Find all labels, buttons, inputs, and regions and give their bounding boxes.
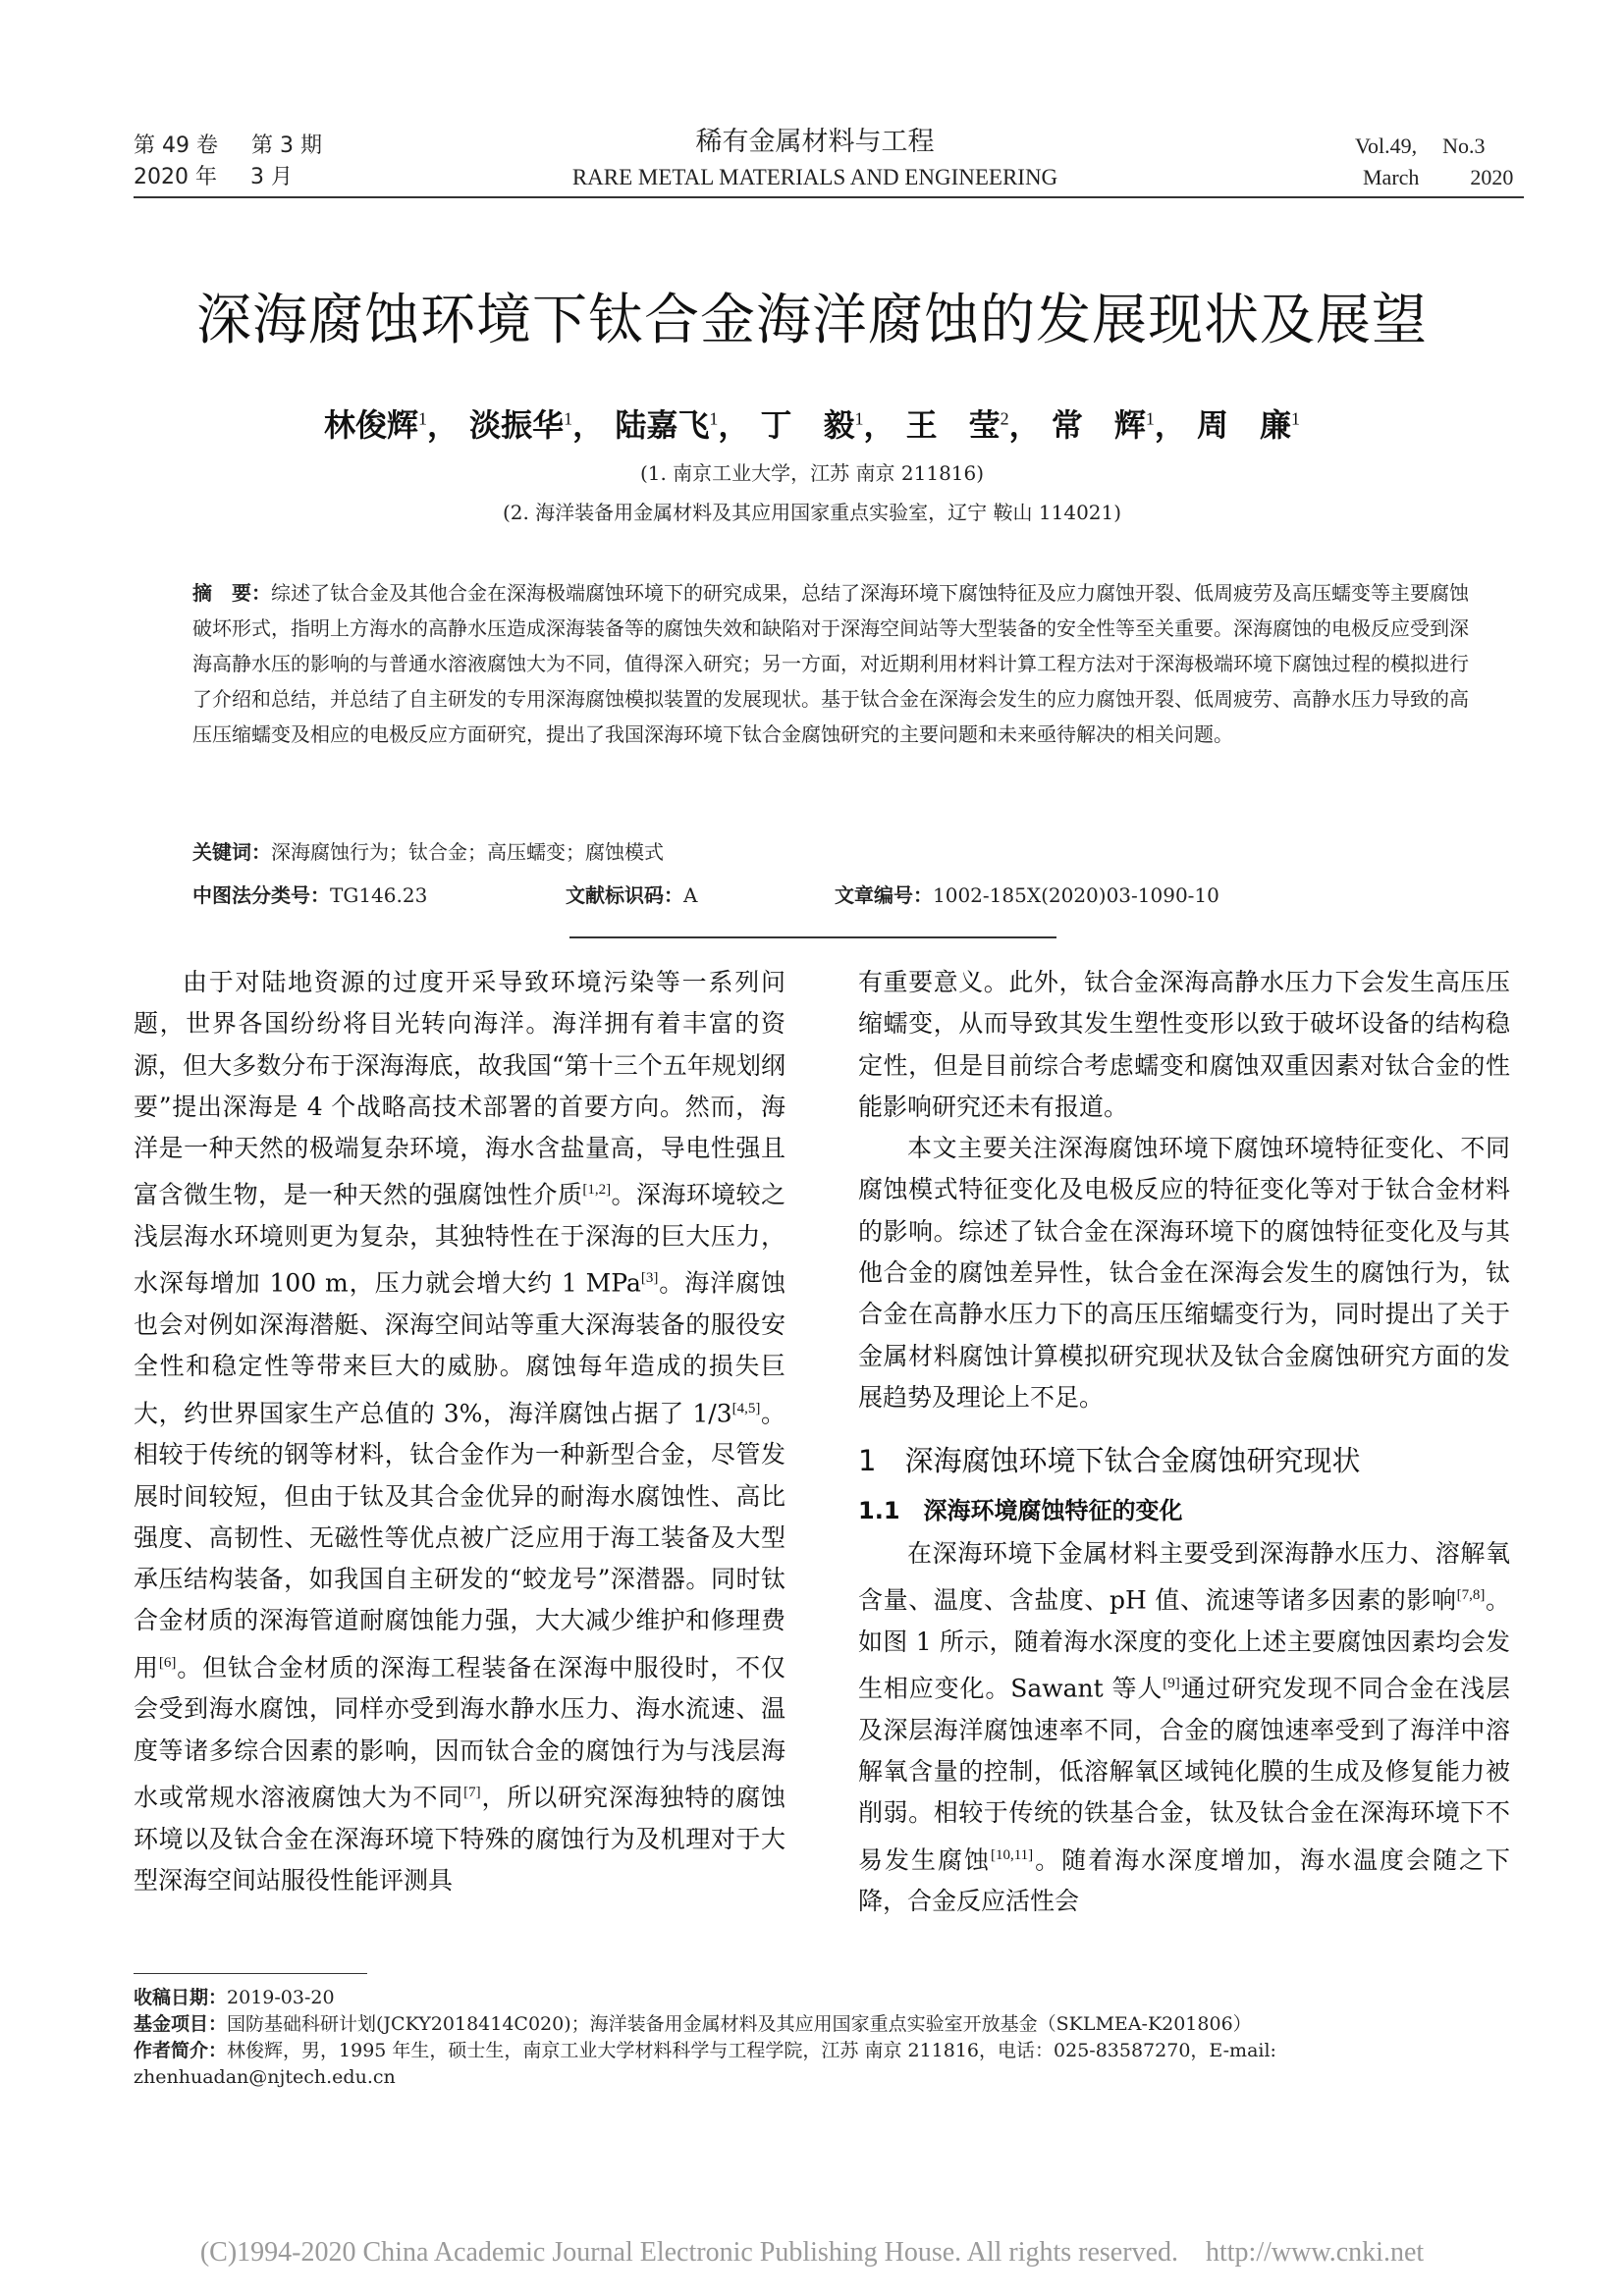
citation[interactable]: [1,2] — [582, 1182, 612, 1199]
citation[interactable]: [10,11] — [990, 1846, 1034, 1863]
paragraph: 本文主要关注深海腐蚀环境下腐蚀环境特征变化、不同腐蚀模式特征变化及电极反应的特征变化等对于钛合金材料的影响。综述了钛合金在深海环境下的腐蚀特征变化及与其他合金的腐蚀差异性，钛合金在深海会发生的腐蚀行为，钛合金在高静水压力下的高压压缩蠕变行为，同时提出了关于金属材料腐蚀计算模拟研究现状及钛合金腐蚀研究方面的发展趋势及理论上不足。 — [858, 1134, 1510, 1412]
journal-title-en: RARE METAL MATERIALS AND ENGINEERING — [571, 165, 1058, 189]
header-date: 2020 年 3 月 — [134, 165, 293, 189]
body-left-column — [134, 962, 785, 1901]
article-number: 文章编号：1002-185X(2020)03-1090-10 — [835, 883, 1219, 907]
header-volume: 第 49 卷 第 3 期 — [134, 133, 322, 158]
affiliation-2: (2. 海洋装备用金属材料及其应用国家重点实验室，辽宁 鞍山 114021) — [502, 501, 1122, 524]
paragraph: 在深海环境下金属材料主要受到深海静水压力、溶解氧含量、温度、含盐度、pH 值、流速等诸多因素的影响[7,8]。如图 1 所示，随着海水深度的变化上述主要腐蚀因素均会发生相应变化。Sawant 等人[9]通过研究发现不同合金在浅层及深层海洋腐蚀速率不同，合金的腐蚀速率受到了海洋中溶解氧含量的控制，低溶解氧区域钝化膜的生成及修复能力被削弱。相较于传统的铁基合金，钛及钛合金在深海环境下不易发生腐蚀[10,11]。随着海水深度增加，海水温度会随之下降，合金反应活性会 — [858, 1538, 1510, 1916]
citation[interactable]: [6] — [158, 1654, 177, 1671]
header-vol-en: Vol.49, No.3 — [1355, 133, 1486, 158]
journal-title-cn: 稀有金属材料与工程 — [695, 127, 935, 157]
author-bio: 作者简介：林俊辉，男，1995 年生，硕士生，南京工业大学材料科学与工程学院，江苏 南京 211816，电话：025-83587270，E-mail: zhenhuadan@njtech.edu.cn — [134, 2040, 1276, 2088]
author: 淡振华$^1$ — [469, 406, 573, 444]
citation[interactable]: [3] — [640, 1270, 659, 1287]
body-right-column — [858, 962, 1510, 1923]
document-code: 文献标识码：A — [566, 883, 698, 907]
author: 丁 毅$^1$ — [760, 406, 864, 444]
citation[interactable]: [7] — [463, 1784, 481, 1800]
paragraph: 由于对陆地资源的过度开采导致环境污染等一系列问题，世界各国纷纷将目光转向海洋。海洋拥有着丰富的资源，但大多数分布于深海海底，故我国“第十三个五年规划纲要”提出深海是 4 个战略高技术部署的首要方向。然而，海洋是一种天然的极端复杂环境，海水含盐量高，导电性强且富含微生物，是一种天然的强腐蚀性介质[1,2]。深海环境较之浅层海水环境则更为复杂，其独特性在于深海的巨大压力，水深每增加 100 m，压力就会增大约 1 MPa[3]。海洋腐蚀也会对例如深海潜艇、深海空间站等重大深海装备的服役安全性和稳定性等带来巨大的威胁。腐蚀每年造成的损失巨大，约世界国家生产总值的 3%，海洋腐蚀占据了 1/3[4,5]。相较于传统的钢等材料，钛合金作为一种新型合金，尽管发展时间较短，但由于钛及其合金优异的耐海水腐蚀性、高比强度、高韧性、无磁性等优点被广泛应用于海工装备及大型承压结构装备，如我国自主研发的“蛟龙号”深潜器。同时钛合金材质的深海管道耐腐蚀能力强，大大减少维护和修理费用[6]。但钛合金材质的深海工程装备在深海中服役时，不仅会受到海水腐蚀，同样亦受到海水静水压力、海水流速、温度等诸多综合因素的影响，因而钛合金的腐蚀行为与浅层海水或常规水溶液腐蚀大为不同[7]，所以研究深海独特的腐蚀环境以及钛合金在深海环境下特殊的腐蚀行为及机理对于大型深海空间站服役性能评测具 — [134, 968, 785, 1895]
abstract — [192, 575, 1469, 752]
citation[interactable]: [7,8] — [1456, 1587, 1486, 1604]
fund-info: 基金项目：国防基础科研计划(JCKY2018414C020)；海洋装备用金属材料及其应用国家重点实验室开放基金（SKLMEA-K201806） — [134, 2013, 1252, 2035]
header-date-en: March 2020 — [1363, 165, 1514, 189]
keywords: 关键词：深海腐蚀行为；钛合金；高压蠕变；腐蚀模式 — [192, 840, 664, 864]
paragraph: 有重要意义。此外，钛合金深海高静水压力下会发生高压压缩蠕变，从而导致其发生塑性变形以致于破坏设备的结构稳定性，但是目前综合考虑蠕变和腐蚀双重因素对钛合金的性能影响研究还未有报道。 — [858, 968, 1510, 1121]
author: 陆嘉飞$^1$ — [615, 406, 719, 444]
article-title: 深海腐蚀环境下钛合金海洋腐蚀的发展现状及展望 — [196, 289, 1428, 352]
clc-number: 中图法分类号：TG146.23 — [192, 883, 428, 907]
author: 林俊辉$^1$ — [323, 406, 427, 444]
author: 常 辉$^1$ — [1051, 406, 1155, 444]
subsection-heading-1-1: 1.1 深海环境腐蚀特征的变化 — [858, 1496, 1183, 1524]
citation[interactable]: [9] — [1163, 1676, 1180, 1692]
citation[interactable]: [4,5] — [731, 1400, 761, 1416]
author-list: 林俊辉$^1$， 淡振华$^1$， 陆嘉飞$^1$， 丁 毅$^1$， 王 莹$^2$， 常 辉$^1$， 周 廉$^1$ — [323, 406, 1301, 444]
footnote-rule — [134, 1973, 367, 1974]
author: 王 莹$^2$ — [905, 406, 1009, 444]
header-rule — [134, 196, 1524, 198]
received-date: 收稿日期：2019-03-20 — [134, 1987, 335, 2008]
author: 周 廉$^1$ — [1197, 406, 1301, 444]
abstract-label: 摘 要： — [192, 581, 271, 605]
affiliation-1: (1. 南京工业大学，江苏 南京 211816) — [639, 461, 985, 485]
copyright-footer: (C)1994-2020 China Academic Journal Electronic Publishing House. All rights reserved. http://www.cnki.net — [199, 2237, 1425, 2268]
abstract-divider — [569, 936, 1056, 938]
section-heading-1: 1 深海腐蚀环境下钛合金腐蚀研究现状 — [858, 1444, 1361, 1478]
abstract-text: 综述了钛合金及其他合金在深海极端腐蚀环境下的研究成果，总结了深海环境下腐蚀特征及应力腐蚀开裂、低周疲劳及高压蠕变等主要腐蚀破坏形式，指明上方海水的高静水压造成深海装备等的腐蚀失效和缺陷对于深海空间站等大型装备的安全性等至关重要。深海腐蚀的电极反应受到深海高静水压的影响的与普通水溶液腐蚀大为不同，值得深入研究；另一方面，对近期利用材料计算工程方法对于深海极端环境下腐蚀过程的模拟进行了介绍和总结，并总结了自主研发的专用深海腐蚀模拟装置的发展现状。基于钛合金在深海会发生的应力腐蚀开裂、低周疲劳、高静水压力导致的高压压缩蠕变及相应的电极反应方面研究，提出了我国深海环境下钛合金腐蚀研究的主要问题和未来亟待解决的相关问题。 — [192, 581, 1469, 746]
